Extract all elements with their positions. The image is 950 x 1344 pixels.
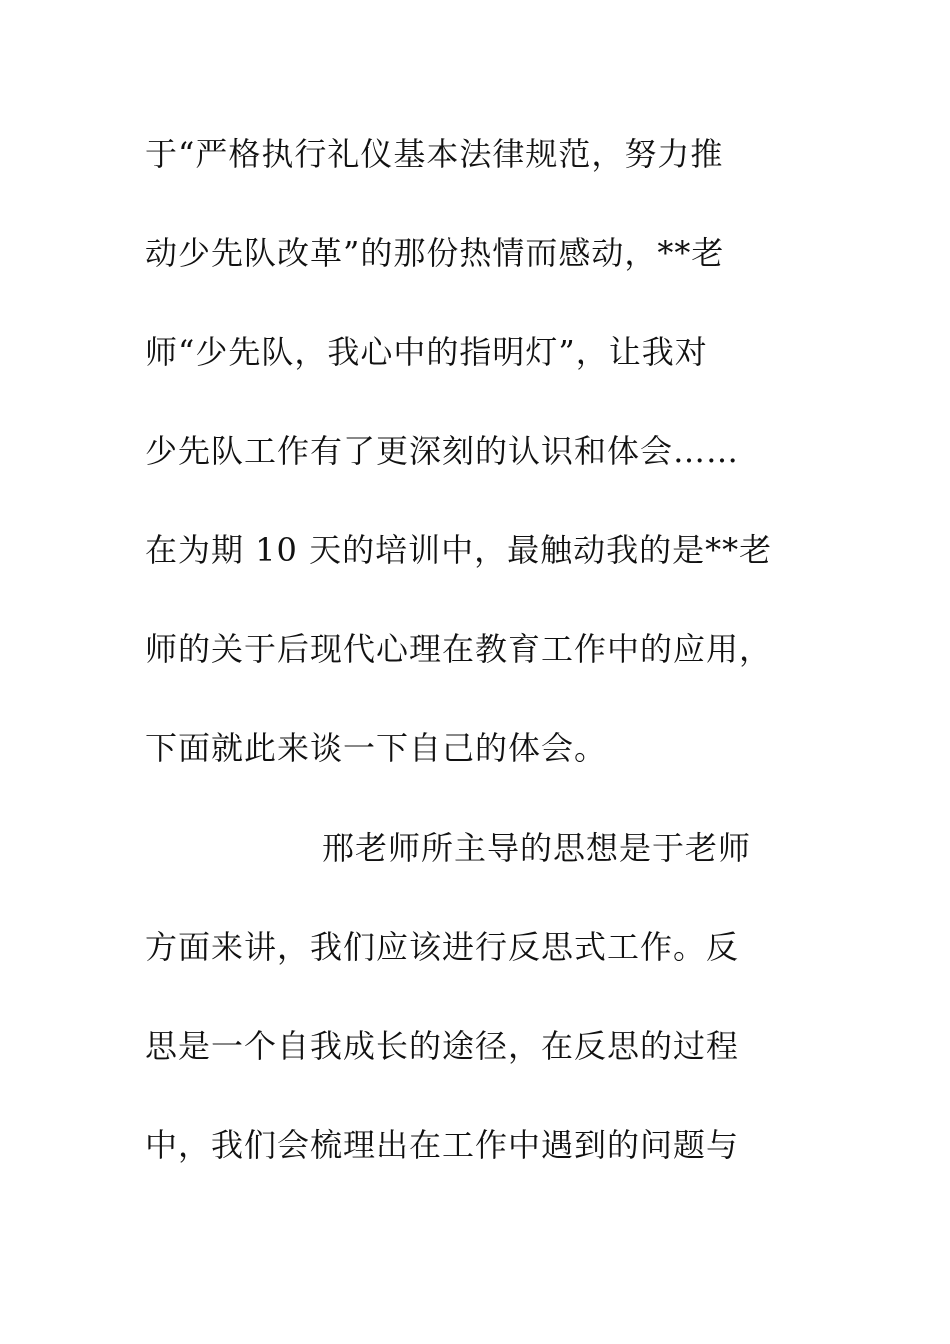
text-line: 师的关于后现代心理在教育工作中的应用， bbox=[145, 630, 773, 668]
text-line: 方面来讲，我们应该进行反思式工作。反 bbox=[145, 928, 740, 966]
text-line: 于“严格执行礼仪基本法律规范，努力推 bbox=[145, 135, 724, 173]
text-line: 下面就此来谈一下自己的体会。 bbox=[145, 729, 608, 767]
text-line: 动少先队改革”的那份热情而感动，**老 bbox=[145, 234, 725, 272]
text-line: 在为期 10 天的培训中，最触动我的是**老 bbox=[145, 531, 773, 569]
text-line: 少先队工作有了更深刻的认识和体会…… bbox=[145, 432, 740, 470]
paragraph-start-line: 邢老师所主导的思想是于老师 bbox=[322, 829, 752, 867]
text-line: 思是一个自我成长的途径，在反思的过程 bbox=[145, 1027, 740, 1065]
text-line: 师“少先队，我心中的指明灯”，让我对 bbox=[145, 333, 708, 371]
text-line: 中，我们会梳理出在工作中遇到的问题与 bbox=[145, 1126, 740, 1164]
